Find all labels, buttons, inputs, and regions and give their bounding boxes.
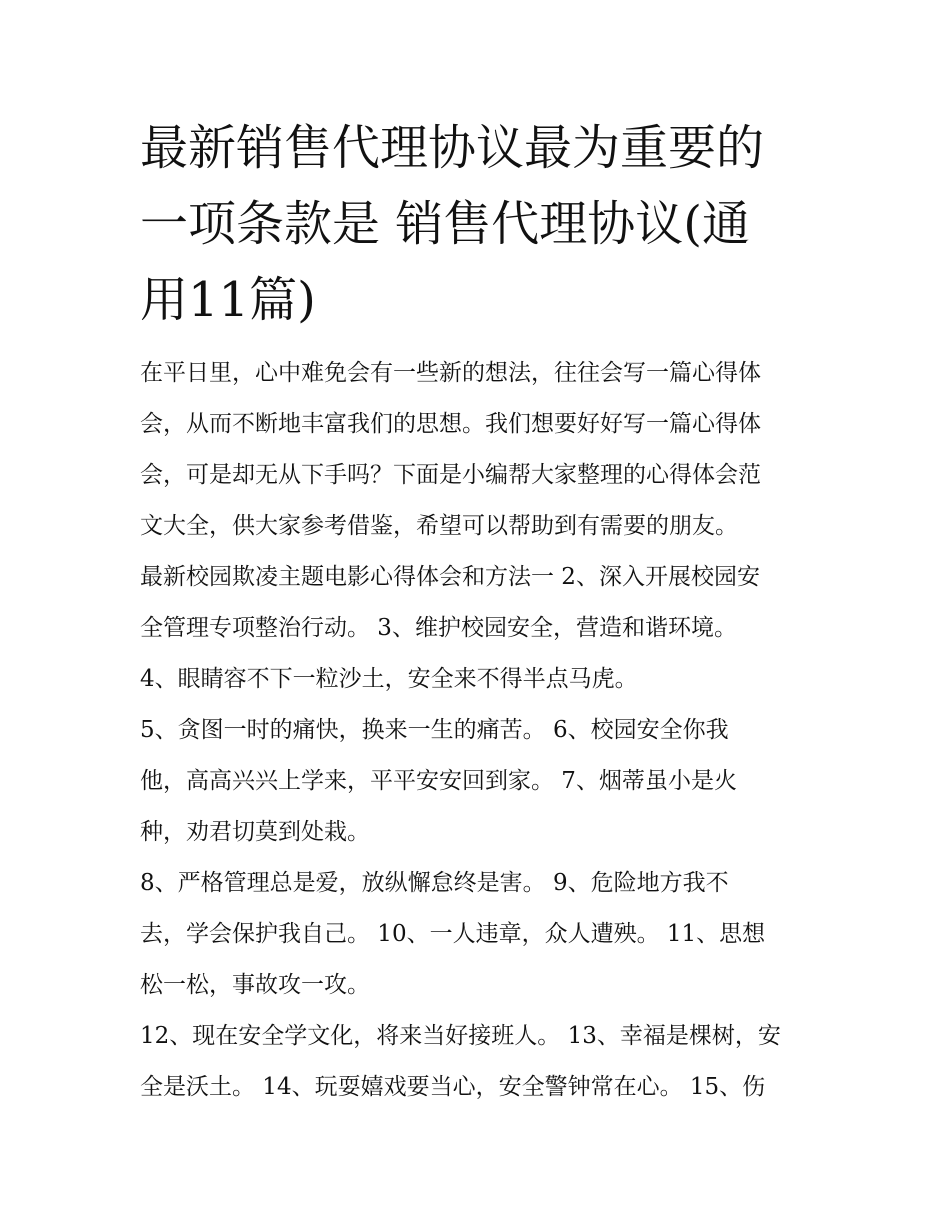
body-line-1: 在平日里，心中难免会有一些新的想法，往往会写一篇心得体: [140, 360, 761, 386]
body-line-13: 松一松，事故攻一攻。: [140, 972, 370, 998]
body-line-8: 5、贪图一时的痛快，换来一生的痛苦。 6、校园安全你我: [140, 717, 729, 743]
body-line-14: 12、现在安全学文化，将来当好接班人。 13、幸福是棵树，安: [140, 1023, 781, 1049]
body-line-11: 8、严格管理总是爱，放纵懈怠终是害。 9、危险地方我不: [140, 870, 729, 896]
document-title: [140, 110, 820, 338]
body-line-10: 种，劝君切莫到处栽。: [140, 819, 370, 845]
body-line-5: 最新校园欺凌主题电影心得体会和方法一 2、深入开展校园安: [140, 564, 760, 590]
body-line-4: 文大全，供大家参考借鉴，希望可以帮助到有需要的朋友。: [140, 513, 738, 539]
title-line-3: 用11篇): [140, 272, 316, 328]
body-line-3: 会，可是却无从下手吗？下面是小编帮大家整理的心得体会范: [140, 462, 761, 488]
title-line-1: 最新销售代理协议最为重要的: [140, 120, 765, 176]
body-line-9: 他，高高兴兴上学来，平平安安回到家。 7、烟蒂虽小是火: [140, 768, 737, 794]
body-line-12: 去，学会保护我自己。 10、一人违章，众人遭殃。 11、思想: [140, 921, 766, 947]
title-line-2: 一项条款是 销售代理协议(通: [140, 196, 750, 252]
document-body: [140, 348, 820, 1113]
body-line-2: 会，从而不断地丰富我们的思想。我们想要好好写一篇心得体: [140, 411, 761, 437]
body-line-6: 全管理专项整治行动。 3、维护校园安全，营造和谐环境。: [140, 615, 737, 641]
body-line-7: 4、眼睛容不下一粒沙土，安全来不得半点马虎。: [140, 666, 638, 692]
document-page: [140, 110, 820, 1113]
body-line-15: 全是沃土。 14、玩耍嬉戏要当心，安全警钟常在心。 15、伤: [140, 1074, 766, 1100]
